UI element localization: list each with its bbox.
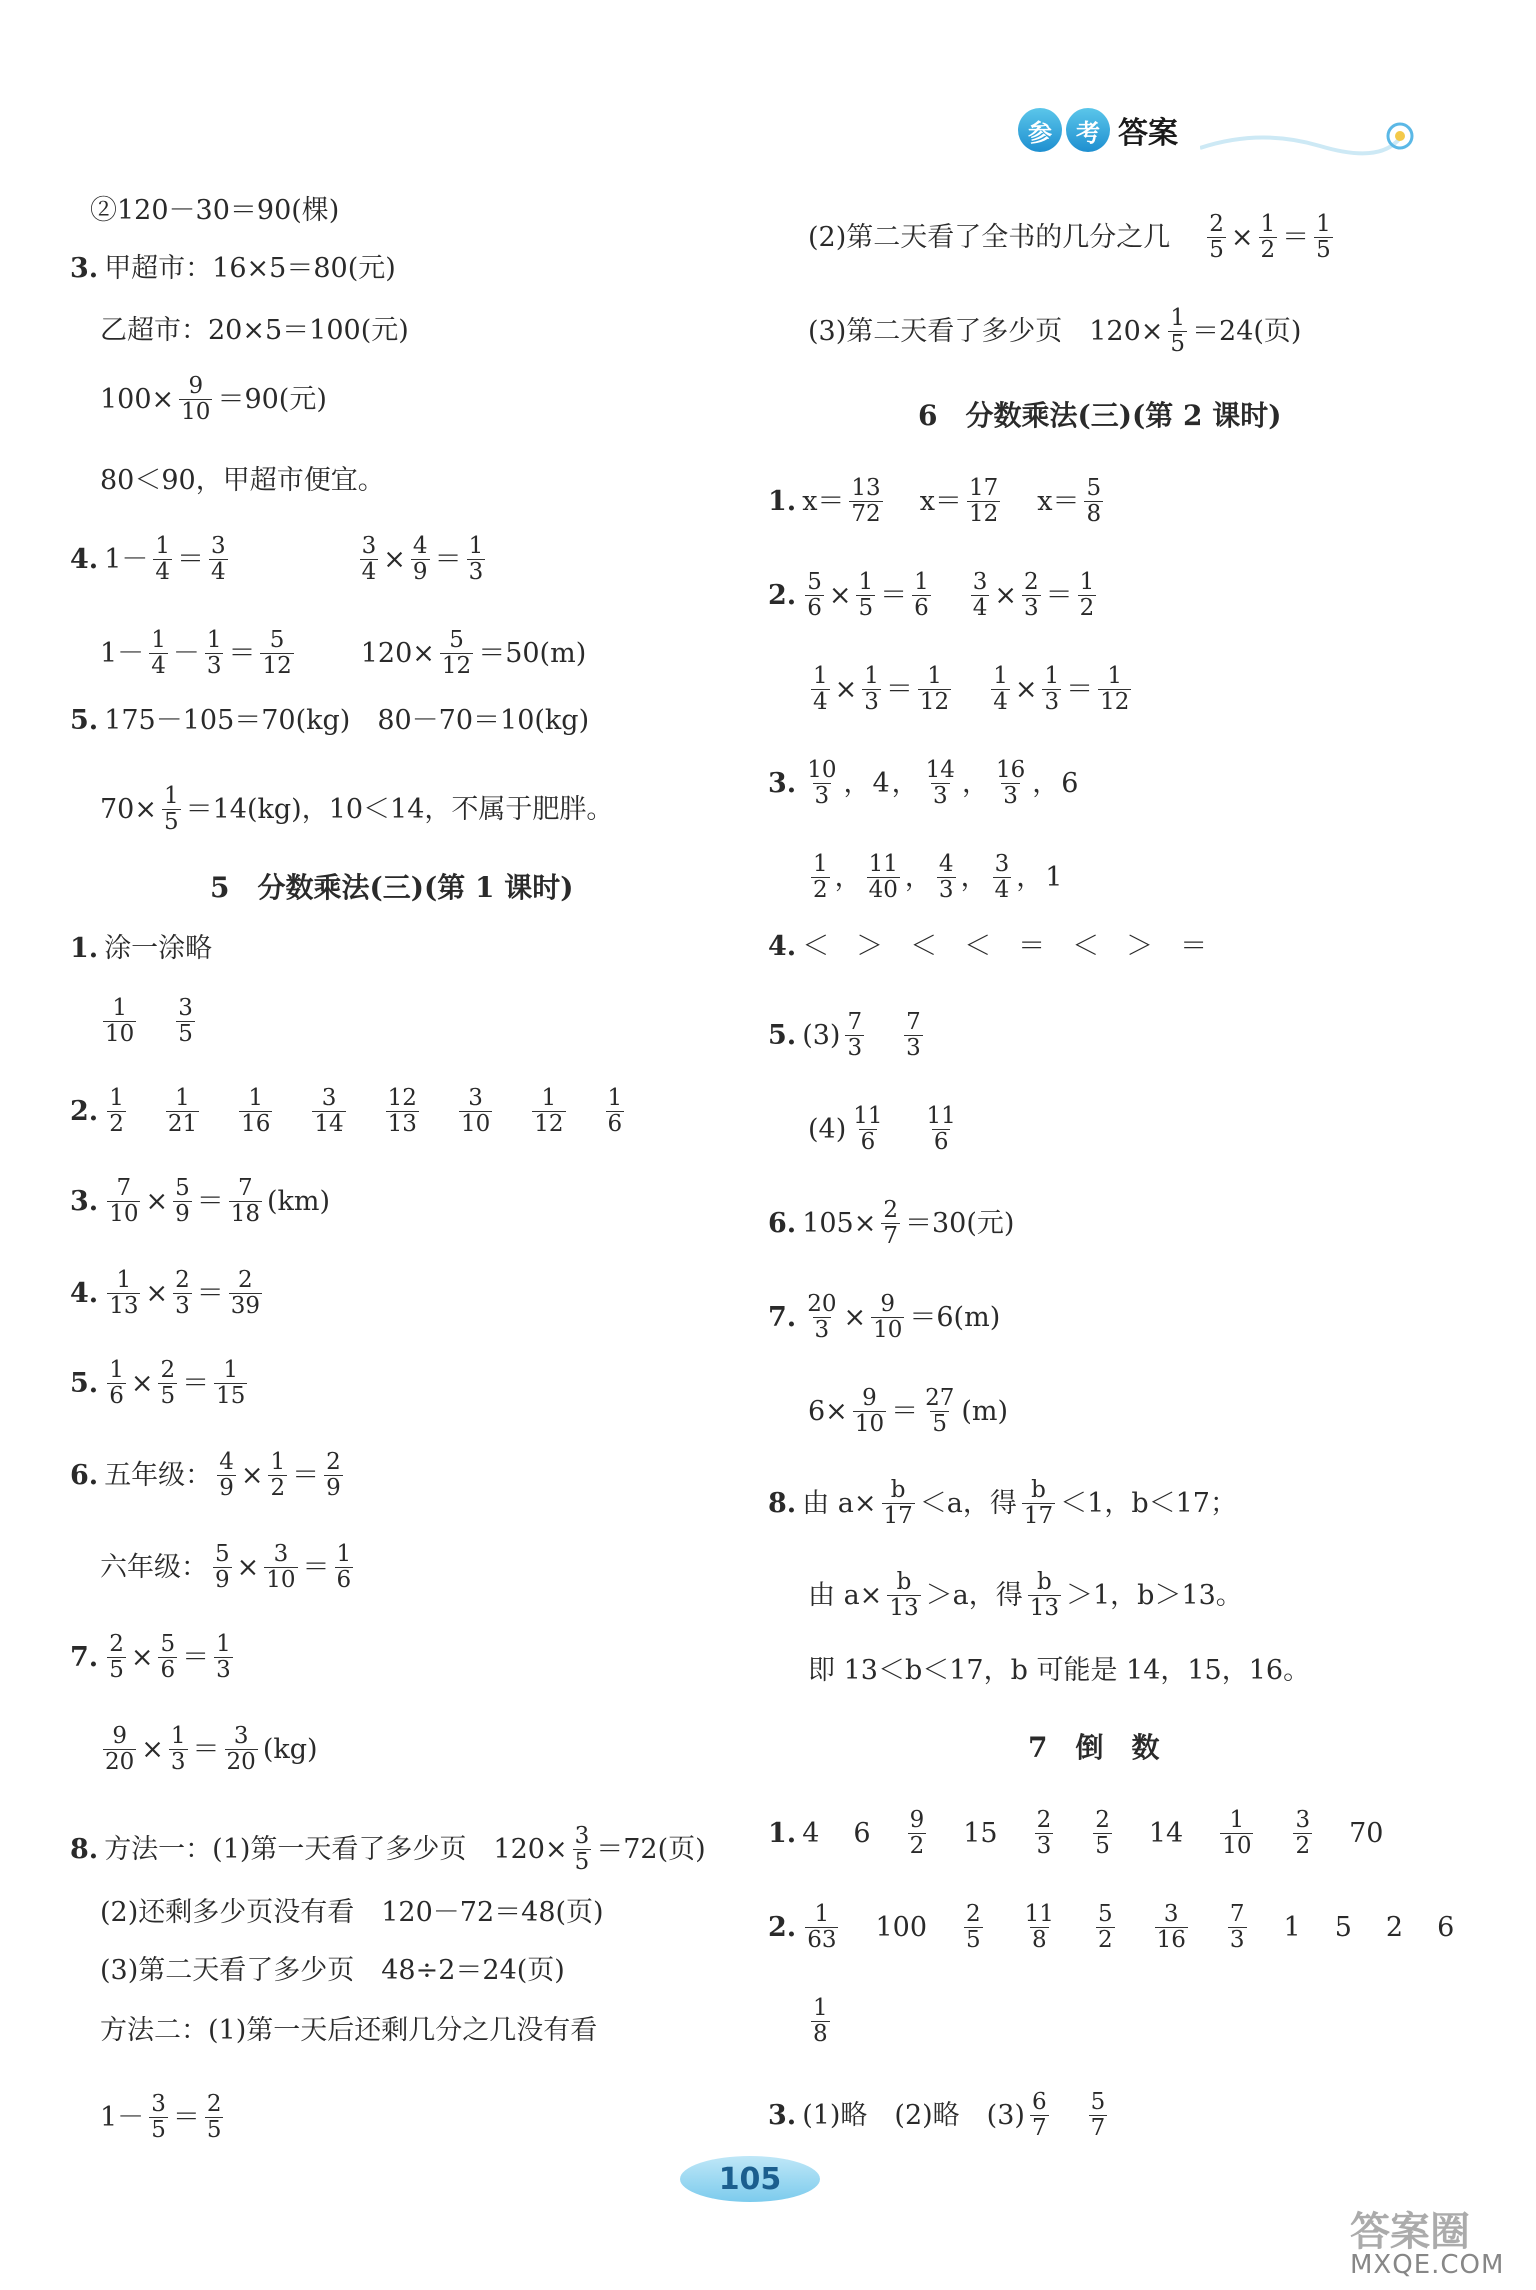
answer-p5: 5. $\frac{1}{6}$ × $\frac{2}{5}$ ＝ $\frac{1}{15}$ xyxy=(70,1357,246,1409)
answer-p8e: 1－ $\frac{3}{5}$ ＝ $\frac{2}{5}$ xyxy=(100,2091,222,2143)
badge-word: 答案 xyxy=(1118,116,1178,151)
right-column xyxy=(768,0,1468,2290)
answer-p8c: (3)第二天看了多少页 48÷2＝24(页) xyxy=(100,1955,565,1986)
section-heading-6: 6 分数乘法(三)(第 2 课时) xyxy=(918,399,1282,432)
answer-t1: 1. 4 6 $\frac{9}{2}$ 15 $\frac{2}{3}$ $\frac{2}{5}$ 14 $\frac{1}{10}$ $\frac{3}{2}$ 70 xyxy=(768,1807,1384,1859)
badge-char-2: 考 xyxy=(1066,108,1110,152)
answer-s8a: 8. 由 a× $\frac{b}{17}$ ＜a，得 $\frac{b}{17}$ ＜1，b＜17； xyxy=(768,1477,1237,1529)
answer-3b: 乙超市：20×5＝100(元) xyxy=(100,315,409,346)
answer-p6b: 六年级： $\frac{5}{9}$ × $\frac{3}{10}$ ＝ $\frac{1}{6}$ xyxy=(100,1541,352,1593)
answer-p2: 2. $\frac{1}{2}$ $\frac{1}{21}$ $\frac{1}{16}$ $\frac{3}{14}$ $\frac{12}{13}$ $\frac{3}{10}$ $\frac{1}{12}$ $\frac{1}{6}$ xyxy=(70,1085,623,1137)
answer-p7a: 7. $\frac{2}{5}$ × $\frac{5}{6}$ ＝ $\frac{1}{3}$ xyxy=(70,1631,231,1683)
answer-3d: 80＜90，甲超市便宜。 xyxy=(100,465,385,496)
fraction: $\frac{9}{10}$ xyxy=(181,373,211,425)
answer-s3b: $\frac{1}{2}$ ， $\frac{11}{40}$ ， $\frac{4}{3}$ ， $\frac{3}{4}$ ， 1 xyxy=(813,851,1063,903)
answer-p1a: 1. 涂一涂略 xyxy=(70,933,213,964)
answer-s7a: 7. $\frac{20}{3}$ × $\frac{9}{10}$ ＝6(m) xyxy=(768,1291,1001,1343)
answer-s4: 4. ＜ ＞ ＜ ＜ ＝ ＜ ＞ ＝ xyxy=(768,931,1208,962)
answer-p7b: $\frac{9}{20}$ × $\frac{1}{3}$ ＝ $\frac{3}{20}$ (kg) xyxy=(105,1723,318,1775)
answer-s3a: 3. $\frac{10}{3}$ ， 4 ， $\frac{14}{3}$ ， $\frac{16}{3}$ ， 6 xyxy=(768,757,1079,809)
answer-s6: 6. 105× $\frac{2}{7}$ ＝30(元) xyxy=(768,1197,1015,1249)
answer-t2b: $\frac{1}{8}$ xyxy=(813,1995,828,2047)
answer-3a: 3. 甲超市：16×5＝80(元) xyxy=(70,253,396,284)
badge-char-1: 参 xyxy=(1018,108,1062,152)
answer-3c: 100× $\frac{9}{10}$ ＝90(元) xyxy=(100,373,327,425)
answer-5a: 5. 175－105＝70(kg) 80－70＝10(kg) xyxy=(70,705,590,736)
answer-p8d: 方法二：(1)第一天后还剩几分之几没有看 xyxy=(100,2015,598,2046)
answer-r1: (2)第二天看了全书的几分之几 $\frac{2}{5}$ × $\frac{1}{2}$ ＝ $\frac{1}{5}$ xyxy=(808,211,1331,263)
answer-s2a: 2. $\frac{5}{6}$ × $\frac{1}{5}$ ＝ $\frac{1}{6}$ $\frac{3}{4}$ × $\frac{2}{3}$ ＝ $\frac{1}{2}$ xyxy=(768,569,1095,621)
answer-s2b: $\frac{1}{4}$ × $\frac{1}{3}$ ＝ $\frac{1}{12}$ $\frac{1}{4}$ × $\frac{1}{3}$ ＝ $\frac{1}{12}$ xyxy=(813,663,1130,715)
answer-s1: 1. x＝ $\frac{13}{72}$ x＝ $\frac{17}{12}$ x＝ $\frac{5}{8}$ xyxy=(768,475,1102,527)
answer-t2: 2. $\frac{1}{63}$ 100 $\frac{2}{5}$ $\frac{11}{8}$ $\frac{5}{2}$ $\frac{3}{16}$ $\frac{7}{3}$ 1 5 2 6 xyxy=(768,1901,1455,1953)
answer-s5b: (4) $\frac{11}{6}$ $\frac{11}{6}$ xyxy=(808,1103,956,1155)
answer-p6a: 6. 五年级： $\frac{4}{9}$ × $\frac{1}{2}$ ＝ $\frac{2}{9}$ xyxy=(70,1449,341,1501)
answer-p1b: $\frac{1}{10}$ $\frac{3}{5}$ xyxy=(105,995,193,1047)
answer-s8c: 即 13＜b＜17，b 可能是 14，15，16。 xyxy=(808,1655,1311,1686)
answer-p8b: (2)还剩多少页没有看 120－72＝48(页) xyxy=(100,1897,604,1928)
answer-p4: 4. $\frac{1}{13}$ × $\frac{2}{3}$ ＝ $\frac{2}{39}$ xyxy=(70,1267,261,1319)
answer-p8a: 8. 方法一：(1)第一天看了多少页 120× $\frac{3}{5}$ ＝72(页) xyxy=(70,1823,706,1875)
answer-4b: 1－ $\frac{1}{4}$ － $\frac{1}{3}$ ＝ $\frac{5}{12}$ 120× $\frac{5}{12}$ ＝50(m) xyxy=(100,627,587,679)
section-heading-7: 7 倒 数 xyxy=(1028,1731,1160,1764)
answer-5b: 70× $\frac{1}{5}$ ＝14(kg)，10＜14，不属于肥胖。 xyxy=(100,783,614,835)
page-number: 105 xyxy=(680,2156,820,2202)
answer-line: ②120－30＝90(棵) xyxy=(90,195,340,226)
section-heading-5: 5 分数乘法(三)(第 1 课时) xyxy=(210,871,574,904)
answer-s5a: 5. (3) $\frac{7}{3}$ $\frac{7}{3}$ xyxy=(768,1009,921,1061)
answer-r2: (3)第二天看了多少页 120× $\frac{1}{5}$ ＝24(页) xyxy=(808,305,1302,357)
answer-s8b: 由 a× $\frac{b}{13}$ ＞a，得 $\frac{b}{13}$ ＞1，b＞13。 xyxy=(808,1569,1243,1621)
answer-4a: 4. 1－ $\frac{1}{4}$ ＝ $\frac{3}{4}$ $\frac{3}{4}$ × $\frac{4}{9}$ ＝ $\frac{1}{3}$ xyxy=(70,533,484,585)
answer-t3: 3. (1)略 (2)略 (3) $\frac{6}{7}$ $\frac{5}{7}$ xyxy=(768,2089,1106,2141)
left-column xyxy=(70,0,770,2290)
watermark-logo: 答案圈 MXQE.COM xyxy=(1350,2209,1505,2280)
answer-s7b: 6× $\frac{9}{10}$ ＝ $\frac{27}{5}$ (m) xyxy=(808,1385,1009,1437)
answer-p3: 3. $\frac{7}{10}$ × $\frac{5}{9}$ ＝ $\frac{7}{18}$ (km) xyxy=(70,1175,331,1227)
